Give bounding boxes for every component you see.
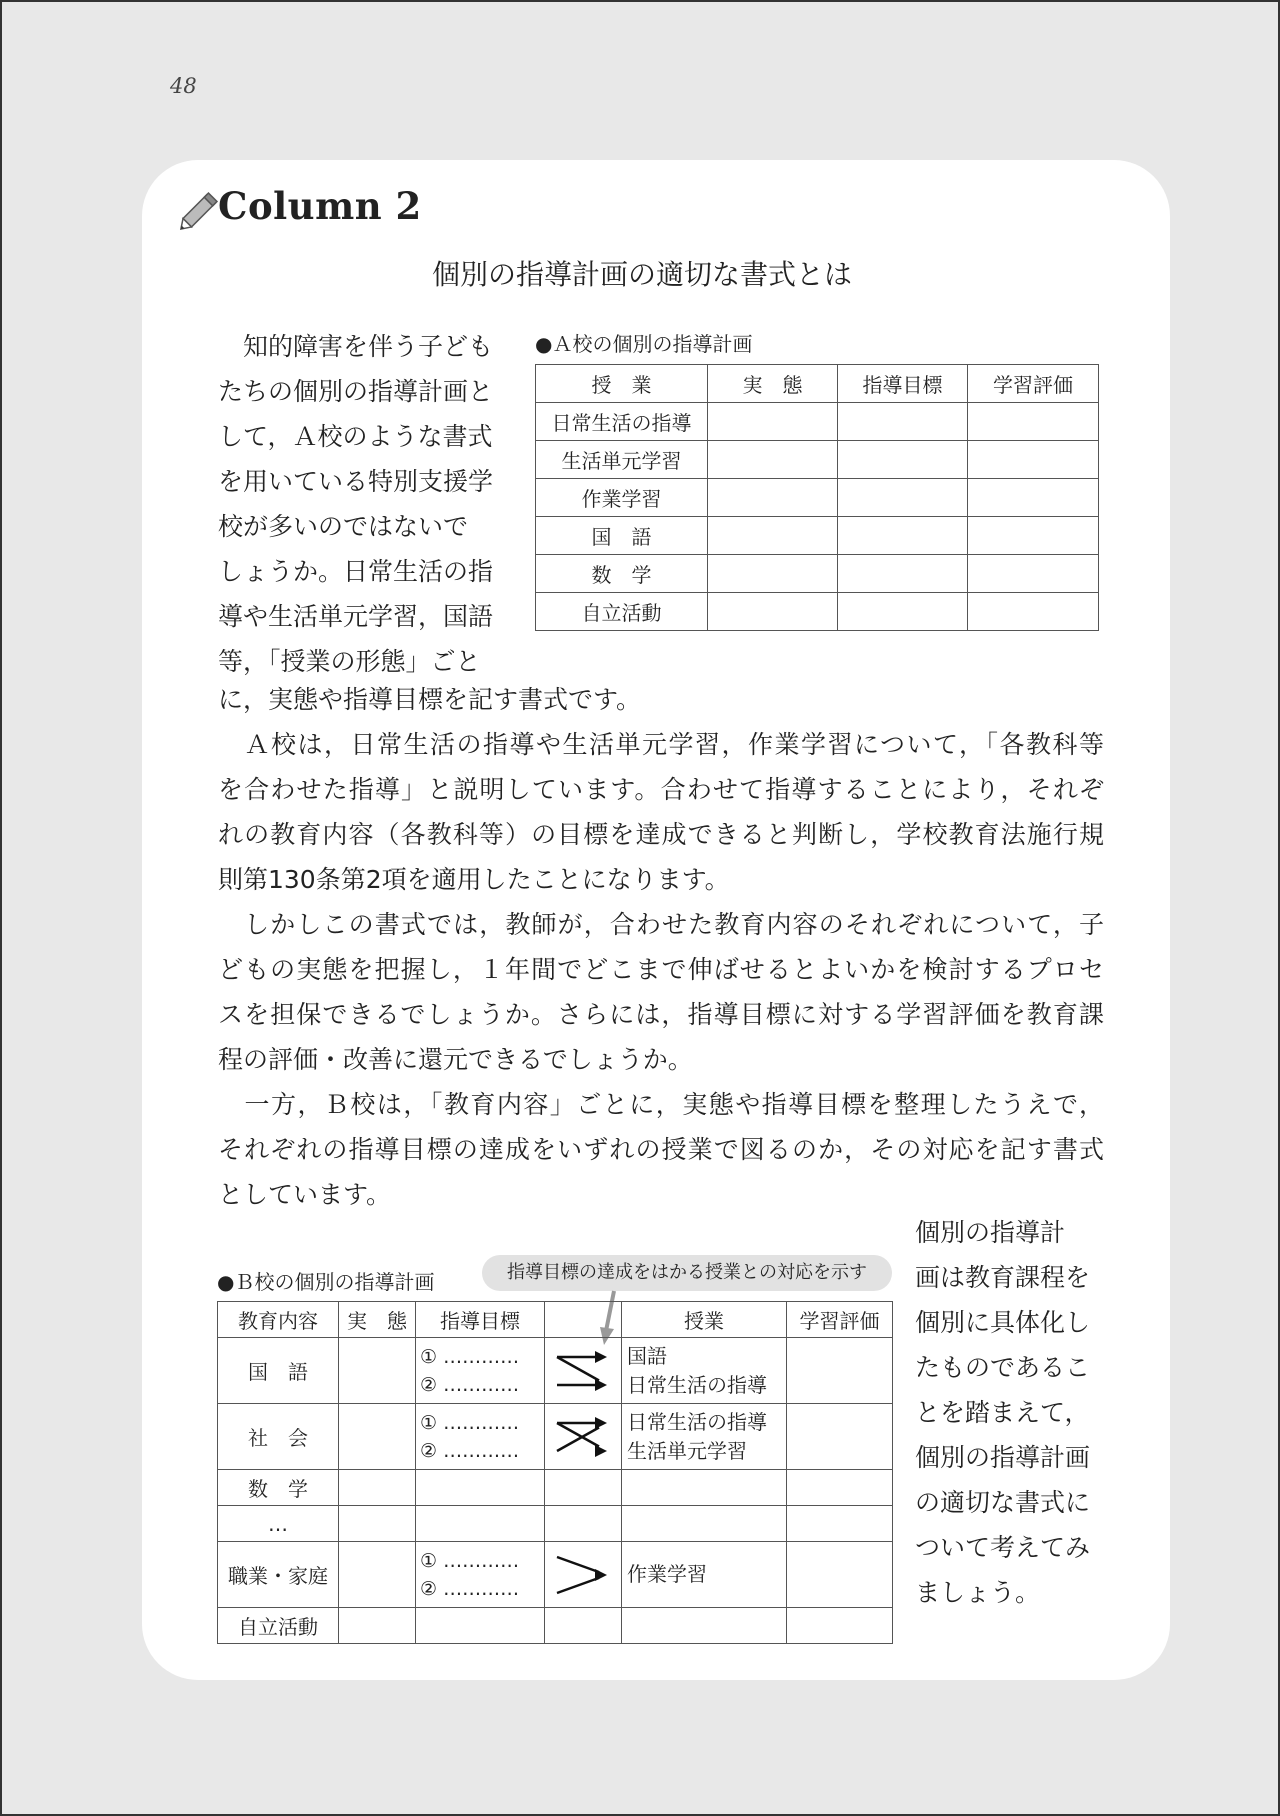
text-line: ましょう。 (915, 1578, 1041, 1607)
table-header-cell: 学習評価 (787, 1302, 893, 1338)
table-b-caption: ●Ｂ校の個別の指導計画 (217, 1270, 435, 1294)
table-row (218, 1608, 893, 1644)
evaluation-cell (787, 1506, 893, 1542)
text-line: 一方，Ｂ校は，「教育内容」ごとに，実態や指導目標を整理したうえで， (218, 1090, 1104, 1119)
state-cell (339, 1470, 416, 1506)
state-cell (339, 1506, 416, 1542)
text-line: れの教育内容（各教科等）の目標を達成できると判断し，学校教育法施行規 (218, 820, 1104, 849)
table-header-cell: 指導目標 (838, 365, 968, 403)
goal-item: ① ………… (420, 1549, 520, 1572)
state-cell (339, 1608, 416, 1644)
column-title: Column 2 (218, 184, 422, 228)
text-line: 個別の指導計画 (915, 1443, 1091, 1472)
table-header-cell: 授業 (622, 1302, 787, 1338)
text-line: 則第130条第2項を適用したことになります。 (218, 865, 730, 894)
table-header-cell: 指導目標 (416, 1302, 545, 1338)
state-cell (339, 1542, 416, 1608)
text-line: 校が多いのではないで (218, 512, 469, 541)
correspondence-arrows-icon (553, 1409, 613, 1465)
table-a (535, 364, 1099, 631)
closing-paragraph (915, 1210, 1105, 1615)
content-cell: 自立活動 (218, 1608, 339, 1644)
empty-cell (968, 593, 1099, 631)
class-item: 作業学習 (627, 1562, 707, 1586)
text-line: それぞれの指導目標の達成をいずれの授業で図るのか，その対応を記す書式 (218, 1135, 1104, 1164)
class-cell (622, 1338, 787, 1404)
text-line: しかしこの書式では，教師が，合わせた教育内容のそれぞれについて，子 (218, 910, 1104, 939)
state-cell (339, 1338, 416, 1404)
text-line: して，Ａ校のような書式 (218, 422, 493, 451)
table-header-cell: 教育内容 (218, 1302, 339, 1338)
text-line: 個別の指導計 (915, 1218, 1066, 1247)
table-header-cell: 実 態 (339, 1302, 416, 1338)
correspondence-arrows-icon (553, 1343, 613, 1399)
evaluation-cell (787, 1608, 893, 1644)
table-cell: 日常生活の指導 (536, 403, 708, 441)
arrow-cell (545, 1542, 622, 1608)
table-cell: 作業学習 (536, 479, 708, 517)
evaluation-cell (787, 1338, 893, 1404)
class-item: 国語 (627, 1343, 667, 1368)
empty-cell (708, 517, 838, 555)
class-item: 生活単元学習 (627, 1438, 747, 1463)
text-line: ついて考えてみ (915, 1533, 1091, 1562)
empty-cell (968, 403, 1099, 441)
text-line: としています。 (218, 1180, 392, 1209)
table-row (536, 555, 1099, 593)
column-heading: 個別の指導計画の適切な書式とは (431, 258, 852, 291)
class-item: 日常生活の指導 (627, 1372, 767, 1397)
evaluation-cell (787, 1404, 893, 1470)
text-line: Ａ校は，日常生活の指導や生活単元学習，作業学習について，「各教科等 (218, 730, 1104, 759)
goals-cell (416, 1506, 545, 1542)
arrow-cell (545, 1470, 622, 1506)
table-a-caption: ●Ａ校の個別の指導計画 (535, 332, 753, 356)
goal-item: ② ………… (420, 1439, 520, 1462)
page-number: 48 (170, 74, 197, 98)
arrow-cell (545, 1608, 622, 1644)
table-row (536, 593, 1099, 631)
empty-cell (708, 479, 838, 517)
text-line: を合わせた指導」と説明しています。合わせて指導することにより，それぞ (218, 775, 1104, 804)
text-line: たものであるこ (915, 1353, 1091, 1382)
goal-item: ② ………… (420, 1577, 520, 1600)
goal-item: ① ………… (420, 1411, 520, 1434)
table-header-row (536, 365, 1099, 403)
goal-item: ② ………… (420, 1373, 520, 1396)
table-row (536, 403, 1099, 441)
table-row (536, 517, 1099, 555)
empty-cell (838, 555, 968, 593)
class-cell (622, 1542, 787, 1608)
body-text (218, 677, 1104, 1217)
table-header-row (218, 1302, 893, 1338)
text-line: の適切な書式に (915, 1488, 1091, 1517)
empty-cell (838, 517, 968, 555)
correspondence-arrows-icon (553, 1547, 613, 1603)
empty-cell (708, 593, 838, 631)
empty-cell (968, 441, 1099, 479)
table-row (218, 1470, 893, 1506)
goals-cell (416, 1542, 545, 1608)
content-cell: 数 学 (218, 1470, 339, 1506)
table-cell: 自立活動 (536, 593, 708, 631)
text-line: 知的障害を伴う子ども (218, 332, 494, 361)
goal-item: ① ………… (420, 1345, 520, 1368)
arrow-cell (545, 1338, 622, 1404)
class-item: 日常生活の指導 (627, 1409, 767, 1434)
table-cell: 生活単元学習 (536, 441, 708, 479)
arrow-cell (545, 1506, 622, 1542)
empty-cell (708, 403, 838, 441)
table-header-cell: 学習評価 (968, 365, 1099, 403)
empty-cell (968, 517, 1099, 555)
empty-cell (838, 441, 968, 479)
content-cell: 社 会 (218, 1404, 339, 1470)
text-line: 画は教育課程を (915, 1263, 1091, 1292)
table-row (218, 1542, 893, 1608)
class-cell (622, 1470, 787, 1506)
class-cell (622, 1404, 787, 1470)
evaluation-cell (787, 1542, 893, 1608)
empty-cell (968, 479, 1099, 517)
text-line: 等，「授業の形態」ごと (218, 647, 481, 676)
empty-cell (708, 441, 838, 479)
text-line: 導や生活単元学習，国語 (218, 602, 494, 631)
text-line: に，実態や指導目標を記す書式です。 (218, 685, 642, 714)
content-cell: 国 語 (218, 1338, 339, 1404)
content-cell: 職業・家庭 (218, 1542, 339, 1608)
text-line: とを踏まえて， (915, 1398, 1090, 1427)
table-cell: 数 学 (536, 555, 708, 593)
goals-cell (416, 1338, 545, 1404)
table-header-cell: 実 態 (708, 365, 838, 403)
text-line: を用いている特別支援学 (218, 467, 494, 496)
goals-cell (416, 1608, 545, 1644)
text-line: しょうか。日常生活の指 (218, 557, 494, 586)
text-line: どもの実態を把握し，１年間でどこまで伸ばせるとよいかを検討するプロセ (218, 955, 1104, 984)
table-cell: 国 語 (536, 517, 708, 555)
table-row (218, 1338, 893, 1404)
table-row (536, 479, 1099, 517)
text-line: 程の評価・改善に還元できるでしょうか。 (218, 1045, 693, 1074)
text-line: スを担保できるでしょうか。さらには，指導目標に対する学習評価を教育課 (218, 1000, 1104, 1029)
text-line: たちの個別の指導計画と (218, 377, 494, 406)
content-cell: … (218, 1506, 339, 1542)
callout-bubble: 指導目標の達成をはかる授業との対応を示す (482, 1255, 892, 1291)
table-header-cell (545, 1302, 622, 1338)
goals-cell (416, 1404, 545, 1470)
empty-cell (838, 403, 968, 441)
empty-cell (708, 555, 838, 593)
class-cell (622, 1506, 787, 1542)
empty-cell (838, 593, 968, 631)
table-header-cell: 授 業 (536, 365, 708, 403)
goals-cell (416, 1470, 545, 1506)
table-row (218, 1506, 893, 1542)
state-cell (339, 1404, 416, 1470)
table-b (217, 1301, 893, 1644)
empty-cell (968, 555, 1099, 593)
arrow-cell (545, 1404, 622, 1470)
evaluation-cell (787, 1470, 893, 1506)
empty-cell (838, 479, 968, 517)
intro-paragraph (218, 324, 518, 684)
class-cell (622, 1608, 787, 1644)
table-row (218, 1404, 893, 1470)
table-row (536, 441, 1099, 479)
text-line: 個別に具体化し (915, 1308, 1091, 1337)
